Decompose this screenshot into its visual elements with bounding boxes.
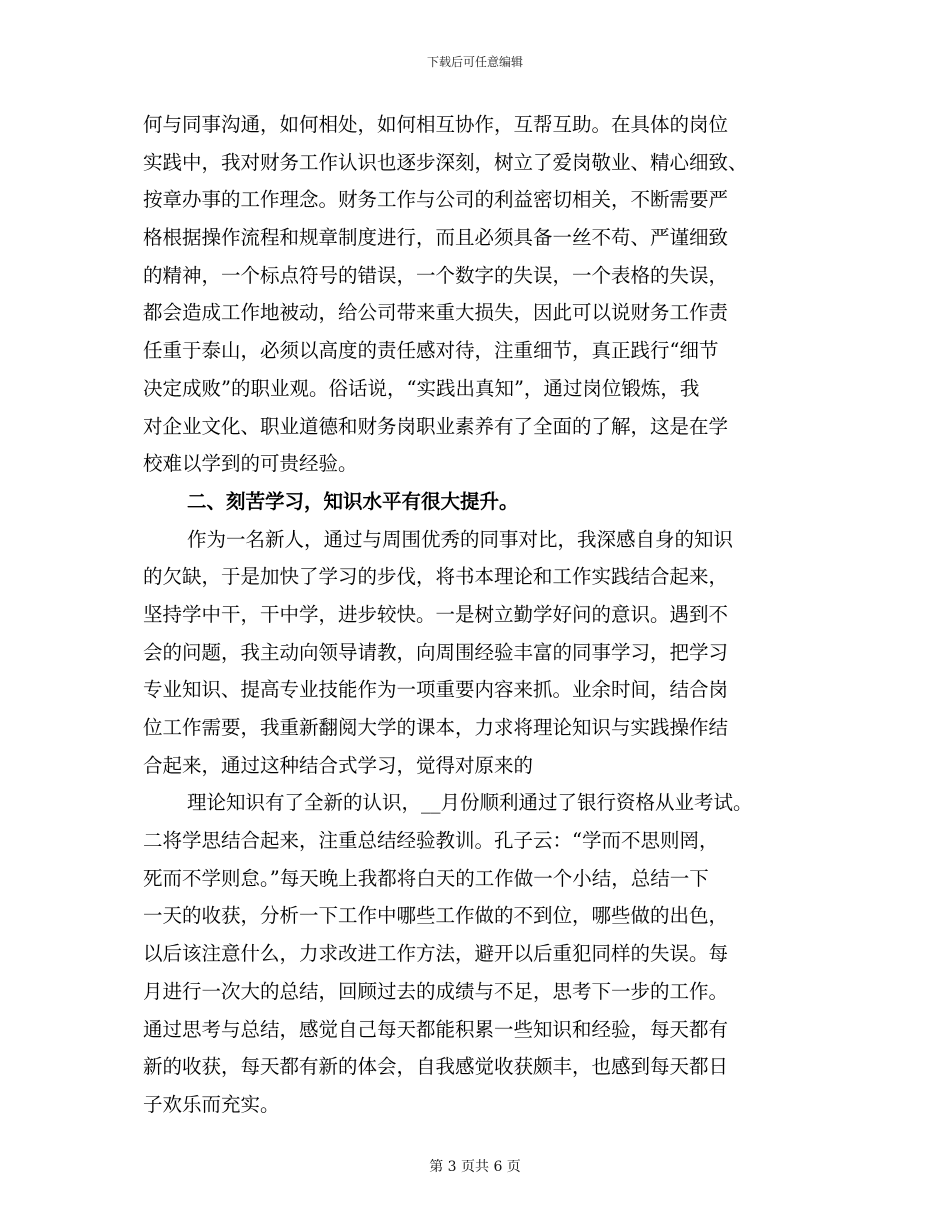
text-line: 的精神，一个标点符号的错误，一个数字的失误，一个表格的失误，	[143, 263, 729, 287]
text-line: 会的问题，我主动向领导请教，向周围经验丰富的同事学习，把学习	[143, 640, 729, 664]
text-line: 何与同事沟通，如何相处，如何相互协作，互帮互助。在具体的岗位	[143, 113, 729, 136]
section-heading: 二、刻苦学习，知识水平有很大提升。	[187, 489, 519, 513]
text-line: 按章办事的工作理念。财务工作与公司的利益密切相关，不断需要严	[143, 188, 729, 212]
text-line: 以后该注意什么，力求改进工作方法，避开以后重犯同样的失误。每	[143, 942, 729, 966]
text-line: 任重于泰山，必须以高度的责任感对待，注重细节，真正践行“细节	[143, 339, 719, 363]
text-line: 理论知识有了全新的认识，__月份顺利通过了银行资格从业考试。	[187, 791, 753, 815]
document-body	[143, 106, 811, 1124]
text-line: 新的收获，每天都有新的体会，自我感觉收获颇丰，也感到每天都日	[143, 1055, 729, 1079]
text-line: 作为一名新人，通过与周围优秀的同事对比，我深感自身的知识	[187, 527, 734, 551]
page-header: 下载后可任意编辑	[426, 55, 523, 69]
text-line: 一天的收获，分析一下工作中哪些工作做的不到位，哪些做的出色，	[143, 904, 729, 928]
page-footer: 第 3 页共 6 页	[429, 1159, 521, 1175]
text-line: 都会造成工作地被动，给公司带来重大损失，因此可以说财务工作责	[143, 301, 729, 325]
text-line: 决定成败”的职业观。俗话说，“实践出真知”，通过岗位锻炼，我	[143, 376, 700, 400]
text-line: 死而不学则怠。”每天晚上我都将白天的工作做一个小结，总结一下	[143, 866, 709, 890]
text-line: 实践中，我对财务工作认识也逐步深刻，树立了爱岗敬业、精心细致、	[143, 150, 748, 174]
text-line: 子欢乐而充实。	[143, 1092, 280, 1116]
text-line: 位工作需要，我重新翻阅大学的课本，力求将理论知识与实践操作结	[143, 716, 729, 739]
text-line: 的欠缺，于是加快了学习的步伐，将书本理论和工作实践结合起来，	[143, 565, 729, 589]
text-line: 二将学思结合起来，注重总结经验教训。孔子云：“学而不思则罔，	[143, 829, 719, 853]
text-line: 专业知识、提高专业技能作为一项重要内容来抓。业余时间，结合岗	[143, 678, 729, 702]
text-line: 坚持学中干，干中学，进步较快。一是树立勤学好问的意识。遇到不	[143, 602, 729, 626]
text-line: 通过思考与总结，感觉自己每天都能积累一些知识和经验，每天都有	[143, 1017, 729, 1041]
text-line: 校难以学到的可贵经验。	[143, 452, 358, 476]
text-line: 月进行一次大的总结，回顾过去的成绩与不足，思考下一步的工作。	[143, 979, 729, 1003]
text-line: 合起来，通过这种结合式学习，觉得对原来的	[143, 753, 534, 777]
text-line: 格根据操作流程和规章制度进行，而且必须具备一丝不苟、严谨细致	[143, 226, 729, 250]
text-line: 对企业文化、职业道德和财务岗职业素养有了全面的了解，这是在学	[143, 414, 729, 438]
